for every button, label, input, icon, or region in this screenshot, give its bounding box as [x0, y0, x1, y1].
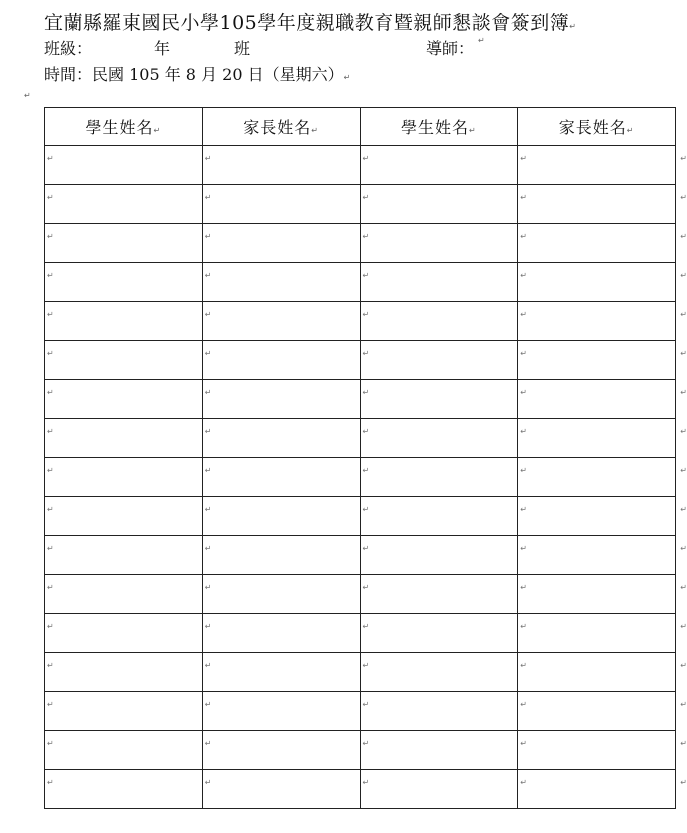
table-row [45, 185, 676, 224]
parent-name-cell[interactable] [202, 575, 360, 614]
paragraph-mark: ↵ [47, 583, 54, 592]
paragraph-mark: ↵ [680, 388, 687, 397]
paragraph-mark: ↵ [362, 622, 370, 631]
paragraph-mark: ↵ [311, 126, 319, 135]
paragraph-mark: ↵ [204, 505, 212, 514]
table-row [45, 263, 676, 302]
parent-name-cell[interactable] [518, 224, 687, 263]
paragraph-mark: ↵ [680, 739, 687, 748]
paragraph-mark: ↵ [520, 427, 527, 436]
student-name-cell[interactable] [360, 731, 518, 770]
student-name-cell[interactable] [45, 536, 203, 575]
table-row [45, 419, 676, 458]
student-name-cell[interactable] [45, 380, 203, 419]
table-row [45, 458, 676, 497]
paragraph-mark: ↵ [520, 193, 527, 202]
parent-name-cell[interactable] [202, 536, 360, 575]
paragraph-mark: ↵ [204, 349, 212, 358]
paragraph-mark: ↵ [680, 544, 687, 553]
parent-name-cell[interactable] [518, 692, 687, 731]
paragraph-mark: ↵ [520, 505, 527, 514]
parent-name-cell[interactable] [518, 146, 687, 185]
parent-name-cell[interactable] [518, 380, 687, 419]
parent-name-cell[interactable] [202, 224, 360, 263]
table-row [45, 770, 676, 809]
paragraph-mark: ↵ [362, 193, 370, 202]
table-row [45, 731, 676, 770]
header-parent-name: 家長姓名↵ [202, 108, 360, 146]
teacher-label: 導師： [426, 39, 475, 58]
student-name-cell[interactable] [360, 302, 518, 341]
student-name-cell[interactable] [45, 341, 203, 380]
student-name-cell[interactable] [45, 614, 203, 653]
paragraph-mark: ↵ [362, 388, 370, 397]
paragraph-mark: ↵ [362, 271, 370, 280]
paragraph-mark: ↵ [362, 466, 370, 475]
paragraph-mark: ↵ [520, 310, 527, 319]
table-row [45, 380, 676, 419]
paragraph-mark: ↵ [520, 583, 527, 592]
parent-name-cell[interactable] [518, 263, 687, 302]
paragraph-mark: ↵ [520, 661, 527, 670]
paragraph-mark: ↵ [680, 505, 687, 514]
student-name-cell[interactable] [45, 458, 203, 497]
table-row [45, 302, 676, 341]
paragraph-mark: ↵ [680, 622, 687, 631]
paragraph-mark: ↵ [47, 271, 54, 280]
paragraph-mark: ↵ [680, 232, 687, 241]
table-row [45, 536, 676, 575]
paragraph-mark: ↵ [47, 310, 54, 319]
student-name-cell[interactable] [45, 263, 203, 302]
paragraph-mark: ↵ [47, 544, 54, 553]
parent-name-cell[interactable] [202, 341, 360, 380]
student-name-cell[interactable] [45, 575, 203, 614]
paragraph-mark: ↵ [47, 739, 54, 748]
paragraph-mark: ↵ [680, 778, 687, 787]
parent-name-cell[interactable] [202, 380, 360, 419]
paragraph-mark: ↵ [520, 544, 527, 553]
student-name-cell[interactable] [360, 380, 518, 419]
paragraph-mark: ↵ [520, 271, 527, 280]
table-row [45, 341, 676, 380]
student-name-cell[interactable] [45, 224, 203, 263]
table-row [45, 575, 676, 614]
paragraph-mark: ↵ [520, 466, 527, 475]
student-name-cell[interactable] [360, 614, 518, 653]
document-title [44, 8, 576, 35]
student-name-cell[interactable] [45, 692, 203, 731]
paragraph-mark: ↵ [680, 427, 687, 436]
parent-name-cell[interactable] [202, 185, 360, 224]
time-line [44, 62, 350, 85]
table-row [45, 653, 676, 692]
header-student-name: 學生姓名↵ [360, 108, 518, 146]
paragraph-mark: ↵ [47, 193, 54, 202]
student-name-cell[interactable] [360, 536, 518, 575]
paragraph-mark: ↵ [680, 583, 687, 592]
parent-name-cell[interactable] [518, 458, 687, 497]
paragraph-mark: ↵ [569, 22, 577, 31]
paragraph-mark: ↵ [520, 739, 527, 748]
student-name-cell[interactable] [45, 146, 203, 185]
paragraph-mark: ↵ [204, 583, 212, 592]
paragraph-mark: ↵ [47, 388, 54, 397]
paragraph-mark: ↵ [362, 232, 370, 241]
paragraph-mark: ↵ [680, 154, 687, 163]
table-row [45, 224, 676, 263]
paragraph-mark: ↵ [153, 126, 162, 135]
student-name-cell[interactable] [360, 224, 518, 263]
paragraph-mark: ↵ [520, 154, 527, 163]
student-name-cell[interactable] [45, 653, 203, 692]
parent-name-cell[interactable] [202, 146, 360, 185]
paragraph-mark: ↵ [362, 778, 370, 787]
table-row [45, 497, 676, 536]
paragraph-mark: ↵ [47, 622, 54, 631]
student-name-cell[interactable] [360, 575, 518, 614]
parent-name-cell[interactable] [202, 692, 360, 731]
table-row [45, 614, 676, 653]
paragraph-mark: ↵ [362, 154, 370, 163]
title-text: 宜蘭縣羅東國民小學105學年度親職教育暨親師懇談會簽到簿 [44, 12, 570, 34]
paragraph-mark: ↵ [680, 193, 687, 202]
parent-name-cell[interactable] [518, 536, 687, 575]
parent-name-cell[interactable] [518, 575, 687, 614]
parent-name-cell[interactable] [202, 419, 360, 458]
paragraph-mark: ↵ [362, 544, 370, 553]
parent-name-cell[interactable] [518, 302, 687, 341]
paragraph-mark: ↵ [204, 154, 212, 163]
paragraph-mark: ↵ [47, 505, 54, 514]
student-name-cell[interactable] [360, 770, 518, 809]
student-name-cell[interactable] [45, 497, 203, 536]
parent-name-cell[interactable] [518, 341, 687, 380]
student-name-cell[interactable] [360, 497, 518, 536]
paragraph-mark: ↵ [204, 427, 212, 436]
paragraph-mark: ↵ [362, 505, 370, 514]
header-student-name: 學生姓名↵ [45, 108, 203, 146]
student-name-cell[interactable] [360, 692, 518, 731]
paragraph-mark: ↵ [680, 466, 687, 475]
paragraph-mark: ↵ [204, 778, 212, 787]
header-parent-name: 家長姓名↵ [518, 108, 676, 146]
class-unit-label: 班 [234, 39, 251, 58]
student-name-cell[interactable] [45, 302, 203, 341]
paragraph-mark: ↵ [204, 622, 212, 631]
student-name-cell[interactable] [45, 419, 203, 458]
paragraph-mark: ↵ [204, 739, 212, 748]
paragraph-mark: ↵ [204, 466, 212, 475]
paragraph-mark: ↵ [47, 700, 54, 709]
paragraph-mark: ↵ [204, 310, 212, 319]
paragraph-mark: ↵ [520, 778, 527, 787]
student-name-cell[interactable] [360, 146, 518, 185]
paragraph-mark: ↵ [204, 544, 212, 553]
paragraph-mark: ↵ [204, 232, 212, 241]
paragraph-mark: ↵ [343, 73, 351, 82]
paragraph-mark: ↵ [680, 310, 687, 319]
student-name-cell[interactable] [360, 263, 518, 302]
paragraph-mark: ↵ [520, 232, 527, 241]
student-name-cell[interactable] [360, 653, 518, 692]
student-name-cell[interactable] [45, 185, 203, 224]
parent-name-cell[interactable] [202, 458, 360, 497]
paragraph-mark: ↵ [362, 661, 370, 670]
paragraph-mark: ↵ [680, 700, 687, 709]
paragraph-mark: ↵ [204, 388, 212, 397]
time-text: 時間：民國 105 年 8 月 20 日（星期六） [44, 65, 344, 84]
parent-name-cell[interactable] [518, 731, 687, 770]
student-name-cell[interactable] [360, 458, 518, 497]
parent-name-cell[interactable] [518, 770, 687, 809]
table-row [45, 146, 676, 185]
parent-name-cell[interactable] [202, 263, 360, 302]
paragraph-mark: ↵ [47, 349, 54, 358]
paragraph-mark: ↵ [362, 739, 370, 748]
student-name-cell[interactable] [45, 770, 203, 809]
paragraph-mark: ↵ [204, 271, 212, 280]
paragraph-mark: ↵ [469, 126, 477, 135]
student-name-cell[interactable] [360, 185, 518, 224]
parent-name-cell[interactable] [518, 497, 687, 536]
parent-name-cell[interactable] [202, 770, 360, 809]
paragraph-mark: ↵ [204, 661, 212, 670]
student-name-cell[interactable] [45, 731, 203, 770]
parent-name-cell[interactable] [202, 731, 360, 770]
paragraph-mark: ↵ [362, 700, 370, 709]
paragraph-mark: ↵ [362, 583, 370, 592]
paragraph-mark: ↵ [362, 349, 370, 358]
sign-in-table [44, 107, 687, 809]
class-label: 班級： [44, 39, 93, 58]
parent-name-cell[interactable] [518, 419, 687, 458]
parent-name-cell[interactable] [202, 614, 360, 653]
paragraph-mark: ↵ [680, 349, 687, 358]
paragraph-mark: ↵ [24, 91, 31, 100]
paragraph-mark: ↵ [47, 778, 54, 787]
paragraph-mark: ↵ [204, 193, 212, 202]
paragraph-mark: ↵ [626, 126, 635, 135]
paragraph-mark: ↵ [520, 700, 527, 709]
parent-name-cell[interactable] [202, 497, 360, 536]
paragraph-mark: ↵ [47, 466, 54, 475]
paragraph-mark: ↵ [47, 154, 54, 163]
paragraph-mark: ↵ [520, 388, 527, 397]
paragraph-mark: ↵ [520, 349, 527, 358]
grade-label: 年 [154, 39, 171, 58]
table-header-row [45, 108, 676, 146]
paragraph-mark: ↵ [680, 661, 687, 670]
parent-name-cell[interactable] [202, 653, 360, 692]
paragraph-mark: ↵ [47, 661, 54, 670]
paragraph-mark: ↵ [680, 271, 687, 280]
paragraph-mark: ↵ [478, 36, 485, 45]
student-name-cell[interactable] [360, 419, 518, 458]
paragraph-mark: ↵ [520, 622, 527, 631]
parent-name-cell[interactable] [518, 653, 687, 692]
paragraph-mark: ↵ [47, 427, 54, 436]
paragraph-mark: ↵ [362, 310, 370, 319]
parent-name-cell[interactable] [518, 614, 687, 653]
paragraph-mark: ↵ [204, 700, 212, 709]
student-name-cell[interactable] [360, 341, 518, 380]
table-row [45, 692, 676, 731]
table-body [45, 146, 687, 809]
paragraph-mark: ↵ [47, 232, 54, 241]
parent-name-cell[interactable] [518, 185, 687, 224]
parent-name-cell[interactable] [202, 302, 360, 341]
paragraph-mark: ↵ [362, 427, 370, 436]
